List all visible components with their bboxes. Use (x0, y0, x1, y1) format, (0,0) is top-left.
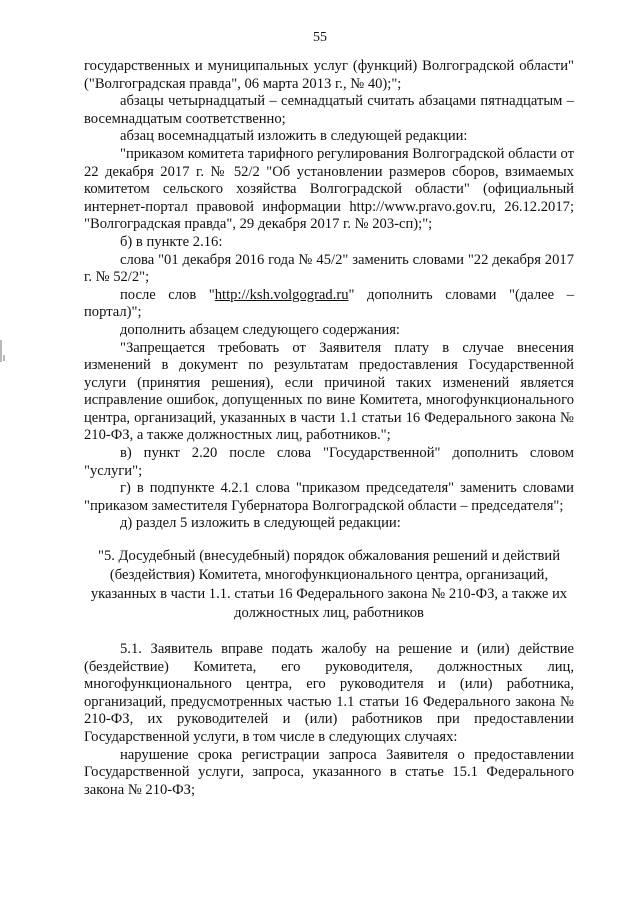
website-link[interactable]: http://ksh.volgograd.ru (214, 286, 349, 303)
paragraph: абзац восемнадцатый изложить в следующей редакции: (120, 128, 468, 145)
paragraph: 5.1. Заявитель вправе подать жалобу на решение и (или) действие (бездействие) Комитета, его руководителя, должностных лиц, многофункционального центра, его руководителя и (или) работника, организаций, предусмотренных частью 1.1 статьи 16 Федерального закона № 210-ФЗ, их руководителей и (или) работников при предоставлении Государственной услуги, в том числе в следующих случаях: (84, 641, 574, 745)
section-heading: "5. Досудебный (внесудебный) порядок обжалования решений и действий (бездействия) Комитета, многофункционального центра, организаций, указанных в части 1.1. статьи 16 Федерального закона № 210-ФЗ, а также их должностных лиц, работников (90, 548, 568, 622)
text-run: " дополнить словами (348, 286, 497, 303)
document-body (84, 58, 574, 799)
paragraph: дополнить абзацем следующего содержания: (120, 321, 400, 338)
paragraph: "приказом комитета тарифного регулирования Волгоградской области от 22 декабря 2017 г. № 52/2 "Об установлении размеров сборов, взимаемых комитетом сельского хозяйства Волгоградской области" (официальный интернет-портал правовой информации http://www.pravo.gov.ru, 26.12.2017; "Волгоградская правда", 29 декабря 2017 г. № 203-сп);"; (84, 145, 575, 233)
text-run: после слов " (120, 286, 215, 303)
paragraph: государственных и муниципальных услуг (функций) Волгоградской области" ("Волгоградская правда", 06 марта 2013 г., № 40);"; (84, 58, 574, 92)
paragraph: абзацы четырнадцатый – семнадцатый считать абзацами пятнадцатым – восемнадцатым соответственно; (84, 93, 574, 127)
quoted-paragraph: "Запрещается требовать от Заявителя плату в случае внесения изменений в документ по результатам предоставления Государственной услуги (принятия решения), если причиной таких изменений является исправление ошибок, допущенных по вине Комитета, многофункционального центра, организаций, указанных в части 1.1 статьи 16 Федерального закона № 210-ФЗ, а также должностных лиц, работников."; (84, 339, 574, 444)
paragraph: слова "01 декабря 2016 года № 45/2" заменить словами "22 декабря 2017 г. № 52/2"; (84, 251, 574, 286)
paragraph: в) пункт 2.20 после слова "Государственной" дополнить словом "услуги"; (84, 445, 574, 479)
paragraph: д) раздел 5 изложить в следующей редакции: (120, 515, 401, 532)
paragraph: г) в подпункте 4.2.1 слова "приказом председателя" заменить словами "приказом заместителя Губернатора Волгоградской области – председателя"; (84, 480, 574, 514)
text-run: "(далее – портал)"; (84, 286, 574, 321)
paragraph: нарушение срока регистрации запроса Заявителя о предоставлении Государственной услуги, запроса, указанного в статье 15.1 Федерального закона № 210-ФЗ; (84, 746, 574, 798)
paragraph: б) в пункте 2.16: (120, 233, 223, 250)
paragraph (84, 287, 574, 322)
page-number: 55 (313, 30, 327, 45)
